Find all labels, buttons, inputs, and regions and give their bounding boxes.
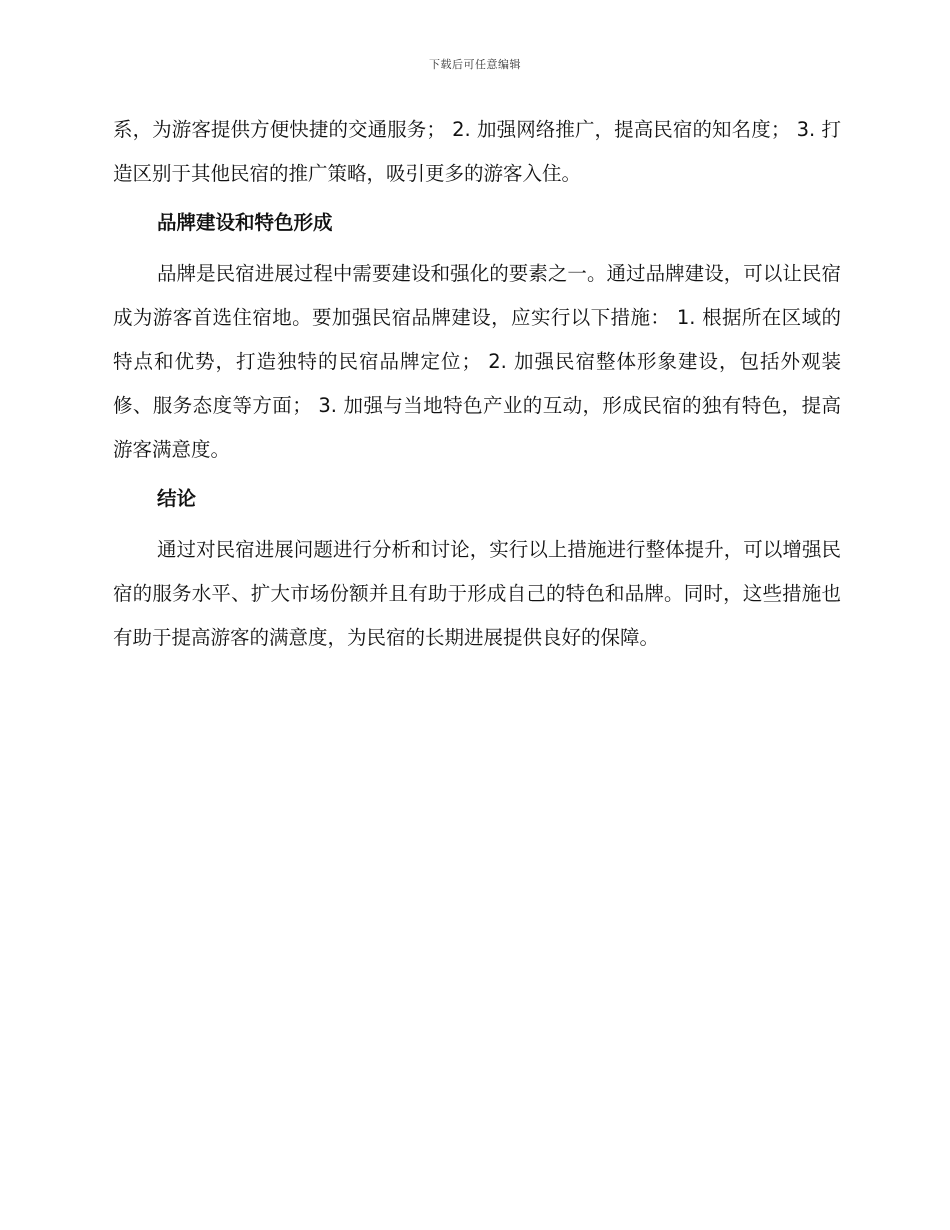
document-body bbox=[113, 108, 841, 660]
paragraph-conclusion: 通过对民宿进展问题进行分析和讨论，实行以上措施进行整体提升，可以增强民宿的服务水平、扩大市场份额并且有助于形成自己的特色和品牌。同时，这些措施也有助于提高游客的满意度，为民宿的长期进展提供良好的保障。 bbox=[113, 538, 841, 649]
paragraph-brand-building: 品牌是民宿进展过程中需要建设和强化的要素之一。通过品牌建设，可以让民宿成为游客首选住宿地。要加强民宿品牌建设，应实行以下措施： 1. 根据所在区域的特点和优势，打造独特的民宿品牌定位； 2. 加强民宿整体形象建设，包括外观装修、服务态度等方面； 3. 加强与当地特色产业的互动，形成民宿的独有特色，提高游客满意度。 bbox=[113, 262, 841, 461]
paragraph-transport-promotion: 系，为游客提供方便快捷的交通服务； 2. 加强网络推广，提高民宿的知名度； 3. 打造区别于其他民宿的推广策略，吸引更多的游客入住。 bbox=[113, 118, 841, 185]
page-header: 下载后可任意编辑 bbox=[429, 58, 521, 71]
section-heading-brand: 品牌建设和特色形成 bbox=[157, 211, 333, 234]
section-heading-conclusion: 结论 bbox=[157, 487, 197, 510]
